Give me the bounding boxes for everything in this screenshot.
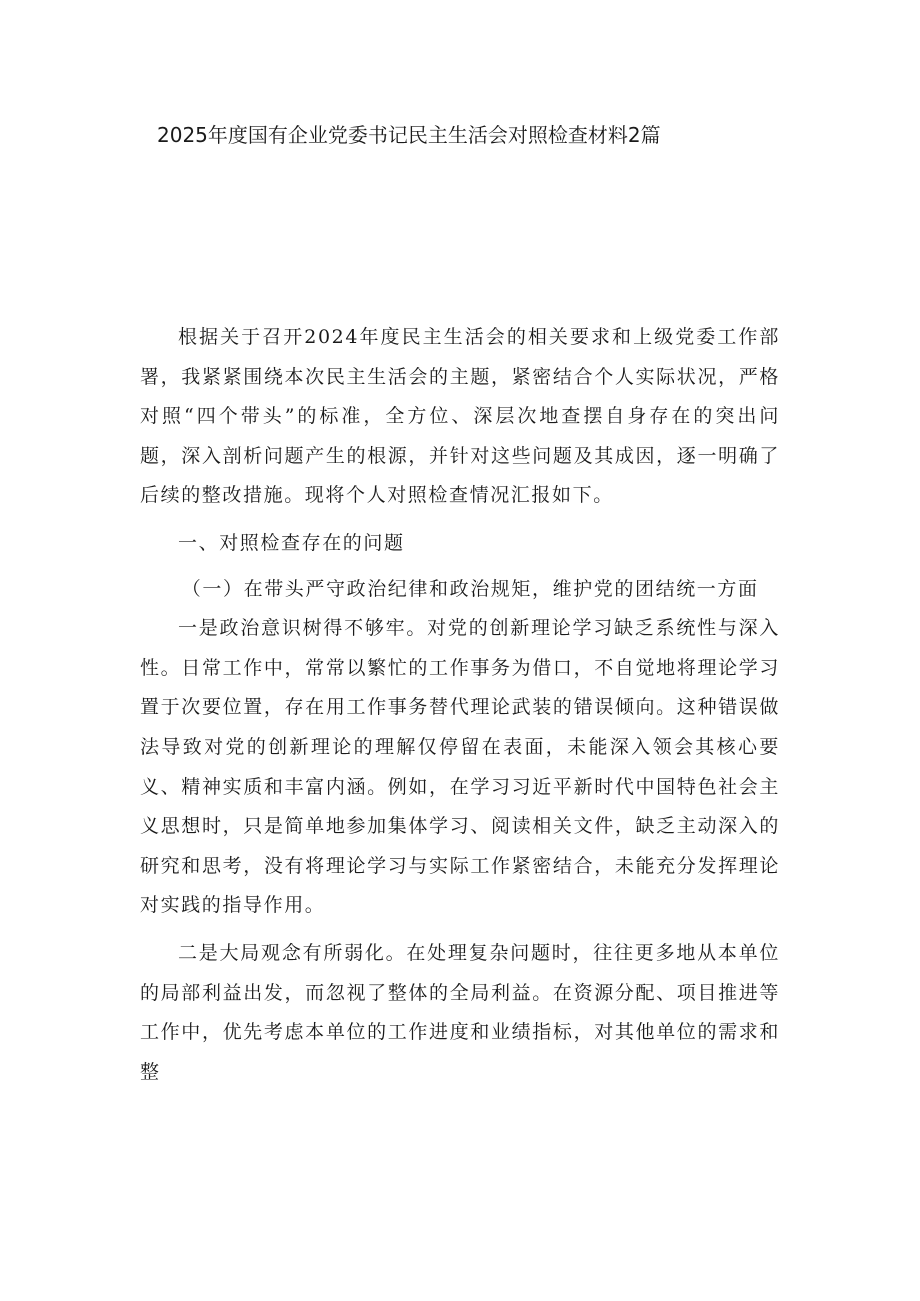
- intro-paragraph: 根据关于召开2024年度民主生活会的相关要求和上级党委工作部署，我紧紧围绕本次民主生活会的主题，紧密结合个人实际状况，严格对照“四个带头”的标准，全方位、深层次地查摆自身存在的突出问题，深入剖析问题产生的根源，并针对这些问题及其成因，逐一明确了后续的整改措施。现将个人对照检查情况汇报如下。: [140, 326, 780, 507]
- point-one-paragraph: 一是政治意识树得不够牢。对党的创新理论学习缺乏系统性与深入性。日常工作中，常常以繁忙的工作事务为借口，不自觉地将理论学习置于次要位置，存在用工作事务替代理论武装的错误倾向。这种错误做法导致对党的创新理论的理解仅停留在表面，未能深入领会其核心要义、精神实质和丰富内涵。例如，在学习习近平新时代中国特色社会主义思想时，只是简单地参加集体学习、阅读相关文件，缺乏主动深入的研究和思考，没有将理论学习与实际工作紧密结合，未能充分发挥理论对实践的指导作用。: [140, 617, 780, 917]
- point-two-paragraph: 二是大局观念有所弱化。在处理复杂问题时，往往更多地从本单位的局部利益出发，而忽视了整体的全局利益。在资源分配、项目推进等工作中，优先考虑本单位的工作进度和业绩指标，对其他单位的需求和整: [140, 941, 780, 1083]
- document-title: 2025年度国有企业党委书记民主生活会对照检查材料2篇: [157, 123, 661, 147]
- section-heading: 一、对照检查存在的问题: [178, 531, 405, 554]
- document-body: [140, 318, 780, 1092]
- subsection-heading: （一）在带头严守政治纪律和政治规矩，维护党的团结统一方面: [181, 577, 759, 600]
